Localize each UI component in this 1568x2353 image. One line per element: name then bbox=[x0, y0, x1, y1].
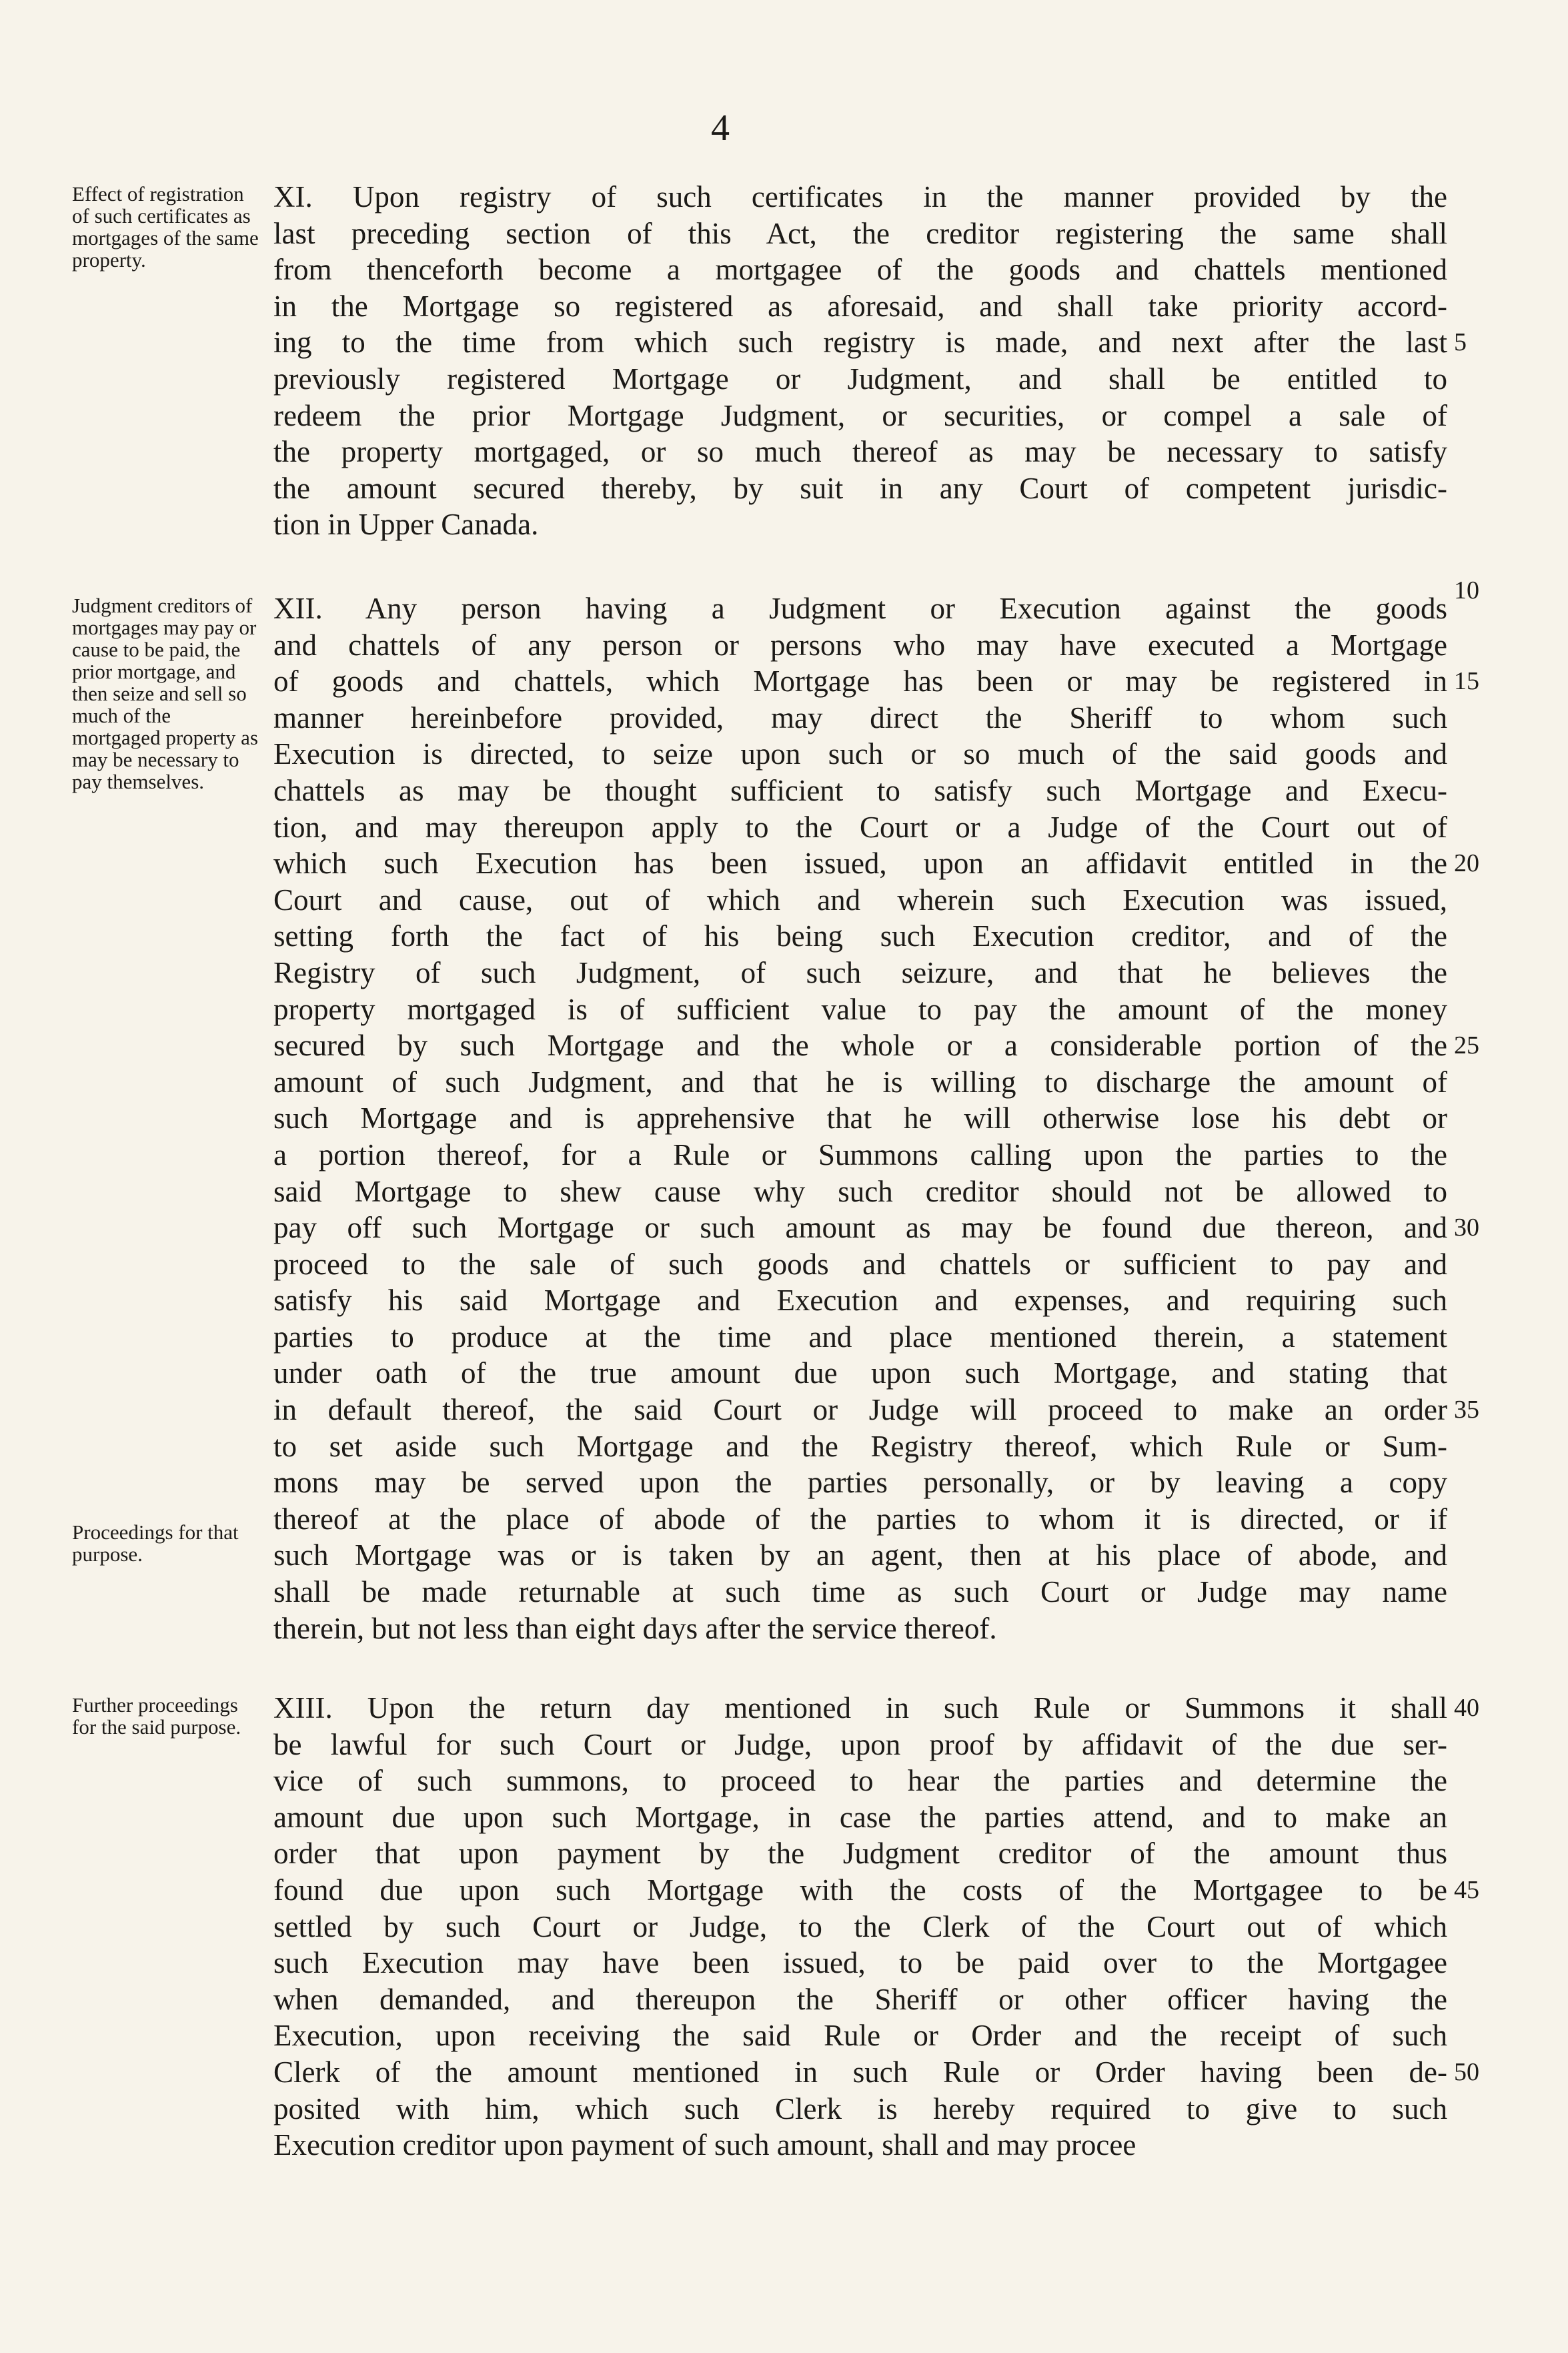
text-line: setting forth the fact of his being such Execution creditor, and of the bbox=[273, 919, 1447, 953]
text-line: found due upon such Mortgage with the costs of the Mortgagee to be bbox=[273, 1873, 1447, 1907]
text-line: ing to the time from which such registry is made, and next after the last bbox=[273, 326, 1447, 360]
text-line: Registry of such Judgment, of such seizure, and that he believes the bbox=[273, 955, 1447, 989]
text-line: amount due upon such Mortgage, in case the parties attend, and to make an bbox=[273, 1800, 1447, 1834]
text-line: parties to produce at the time and place mentioned therein, a statement bbox=[273, 1320, 1447, 1354]
text-line: posited with him, which such Clerk is hereby required to give to such bbox=[273, 2091, 1447, 2126]
line-number: 30 bbox=[1454, 1214, 1479, 1242]
text-line: redeem the prior Mortgage Judgment, or securities, or compel a sale of bbox=[273, 398, 1447, 432]
text-line: satisfy his said Mortgage and Execution and expenses, and requiring such bbox=[273, 1284, 1447, 1318]
text-line: XIII. Upon the return day mentioned in such Rule or Summons it shall bbox=[273, 1691, 1447, 1725]
text-line: such Mortgage was or is taken by an agent, then at his place of abode, and bbox=[273, 1538, 1447, 1572]
text-line: said Mortgage to shew cause why such creditor should not be allowed to bbox=[273, 1174, 1447, 1208]
text-line: in the Mortgage so registered as aforesaid, and shall take priority accord- bbox=[273, 289, 1447, 323]
text-line: the property mortgaged, or so much thereof as may be necessary to satisfy bbox=[273, 435, 1447, 469]
margin-note-proceedings: Proceedings for that purpose. bbox=[72, 1520, 239, 1566]
text-line: XII. Any person having a Judgment or Execution against the goods bbox=[273, 592, 1447, 625]
text-line: therein, but not less than eight days after the service thereof. bbox=[273, 1611, 997, 1645]
text-line: secured by such Mortgage and the whole or a considerable portion of the bbox=[273, 1029, 1447, 1063]
line-number: 40 bbox=[1454, 1694, 1479, 1722]
text-line: order that upon payment by the Judgment creditor of the amount thus bbox=[273, 1837, 1447, 1871]
text-line: the amount secured thereby, by suit in any Court of competent jurisdic- bbox=[273, 471, 1447, 505]
text-line: in default thereof, the said Court or Judge will proceed to make an order bbox=[273, 1393, 1447, 1427]
text-line: mons may be served upon the parties personally, or by leaving a copy bbox=[273, 1466, 1447, 1500]
text-line: under oath of the true amount due upon such Mortgage, and stating that bbox=[273, 1356, 1447, 1390]
line-number: 15 bbox=[1454, 667, 1479, 696]
text-line: thereof at the place of abode of the parties to whom it is directed, or if bbox=[273, 1502, 1447, 1536]
line-number: 5 bbox=[1454, 328, 1467, 357]
text-line: previously registered Mortgage or Judgment, and shall be entitled to bbox=[273, 362, 1447, 396]
text-line: amount of such Judgment, and that he is willing to discharge the amount of bbox=[273, 1065, 1447, 1099]
text-line: proceed to the sale of such goods and chattels or sufficient to pay and bbox=[273, 1247, 1447, 1281]
text-line: manner hereinbefore provided, may direct the Sheriff to whom such bbox=[273, 700, 1447, 735]
text-line: and chattels of any person or persons who may have executed a Mortgage bbox=[273, 628, 1447, 662]
text-line: such Mortgage and is apprehensive that he will otherwise lose his debt or bbox=[273, 1101, 1447, 1135]
text-line: pay off such Mortgage or such amount as may be found due thereon, and bbox=[273, 1211, 1447, 1245]
line-number: 50 bbox=[1454, 2058, 1479, 2086]
line-number: 10 bbox=[1454, 576, 1479, 604]
text-line: Execution is directed, to seize upon such or so much of the said goods and bbox=[273, 737, 1447, 771]
text-line: last preceding section of this Act, the creditor registering the same shall bbox=[273, 216, 1447, 250]
text-line: such Execution may have been issued, to be paid over to the Mortgagee bbox=[273, 1946, 1447, 1980]
text-line: of goods and chattels, which Mortgage has been or may be registered in bbox=[273, 664, 1447, 698]
line-number: 35 bbox=[1454, 1396, 1479, 1424]
text-line: chattels as may be thought sufficient to satisfy such Mortgage and Execu- bbox=[273, 773, 1447, 807]
text-line: Execution creditor upon payment of such amount, shall and may procee bbox=[273, 2128, 1136, 2162]
margin-note: Effect of registration of such certificates as mortgages of the same property. bbox=[72, 182, 259, 272]
text-line: when demanded, and thereupon the Sheriff or other officer having the bbox=[273, 1982, 1447, 2016]
text-line: tion in Upper Canada. bbox=[273, 508, 539, 542]
page-number: 4 bbox=[711, 107, 730, 149]
section-body bbox=[273, 179, 1447, 543]
line-number: 20 bbox=[1454, 849, 1479, 878]
text-line: which such Execution has been issued, upon an affidavit entitled in the bbox=[273, 847, 1447, 881]
text-line: Court and cause, out of which and wherein such Execution was issued, bbox=[273, 883, 1447, 917]
text-line: from thenceforth become a mortgagee of the goods and chattels mentioned bbox=[273, 253, 1447, 287]
text-line: property mortgaged is of sufficient value to pay the amount of the money bbox=[273, 992, 1447, 1026]
text-line: Clerk of the amount mentioned in such Rule or Order having been de- bbox=[273, 2055, 1447, 2089]
text-line: be lawful for such Court or Judge, upon proof by affidavit of the due ser- bbox=[273, 1727, 1447, 1761]
text-line: tion, and may thereupon apply to the Court or a Judge of the Court out of bbox=[273, 810, 1447, 844]
text-line: XI. Upon registry of such certificates in the manner provided by the bbox=[273, 180, 1447, 213]
line-number: 45 bbox=[1454, 1876, 1479, 1904]
section-body bbox=[273, 590, 1447, 1646]
section-body bbox=[273, 1690, 1447, 2164]
text-line: to set aside such Mortgage and the Registry thereof, which Rule or Sum- bbox=[273, 1429, 1447, 1463]
margin-note: Judgment creditors of mortgages may pay or cause to be paid, the prior mortgage, and then seize and sell so much of the mortgaged property as may be necessary to pay themselves. bbox=[72, 594, 258, 793]
text-line: shall be made returnable at such time as such Court or Judge may name bbox=[273, 1575, 1447, 1609]
text-line: settled by such Court or Judge, to the Clerk of the Court out of which bbox=[273, 1909, 1447, 1943]
text-line: Execution, upon receiving the said Rule or Order and the receipt of such bbox=[273, 2019, 1447, 2053]
text-line: vice of such summons, to proceed to hear the parties and determine the bbox=[273, 1764, 1447, 1798]
text-line: a portion thereof, for a Rule or Summons calling upon the parties to the bbox=[273, 1137, 1447, 1171]
margin-note: Further proceedings for the said purpose. bbox=[72, 1693, 241, 1739]
line-number: 25 bbox=[1454, 1031, 1479, 1060]
